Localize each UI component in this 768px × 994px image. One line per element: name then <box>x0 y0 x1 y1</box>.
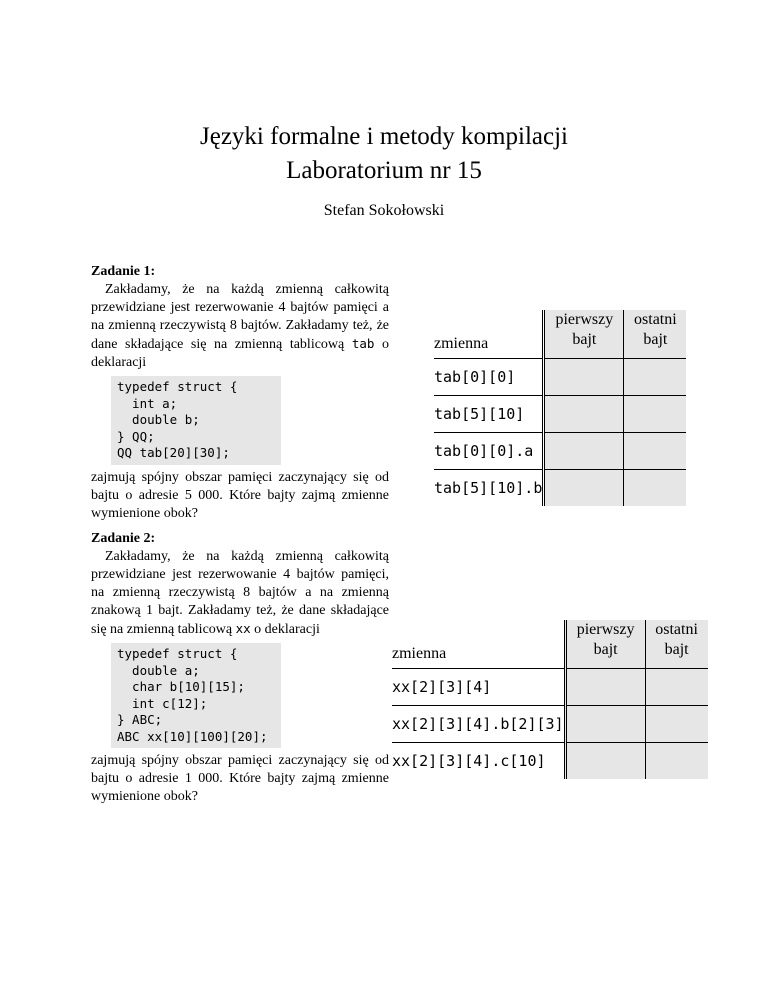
table-2 <box>392 620 708 779</box>
task-1-heading: Zadanie 1: <box>91 264 156 279</box>
task-2-outro: zajmują spójny obszar pamięci zaczynający się od bajtu o adresie 1 000. Które bajty zajmą zmienne wymienione obok? <box>91 753 389 804</box>
table-row <box>434 396 686 433</box>
table-2-header-first: pierwszy bajt <box>565 620 645 669</box>
table-2-first-0[interactable] <box>565 669 645 706</box>
task-1-var: tab <box>351 336 375 351</box>
task-2 <box>91 530 389 806</box>
title-line-1: Języki formalne i metody kompilacji <box>200 123 568 150</box>
table-row <box>434 470 686 507</box>
table-2-first-2[interactable] <box>565 743 645 780</box>
task-1-code: typedef struct { int a; double b; } QQ; QQ tab[20][30]; <box>111 376 281 465</box>
table-1-last-0[interactable] <box>624 359 687 396</box>
table-1-last-2[interactable] <box>624 433 687 470</box>
table-1-var-1: tab[5][10] <box>434 396 544 433</box>
table-2-var-1: xx[2][3][4].b[2][3] <box>392 706 565 743</box>
table-row <box>392 669 708 706</box>
table-1-last-3[interactable] <box>624 470 687 507</box>
table-1-last-1[interactable] <box>624 396 687 433</box>
table-1-first-2[interactable] <box>544 433 624 470</box>
author: Stefan Sokołowski <box>323 202 445 219</box>
table-2-var-0: xx[2][3][4] <box>392 669 565 706</box>
task-1 <box>91 263 389 523</box>
table-row <box>392 706 708 743</box>
table-2-last-1[interactable] <box>645 706 708 743</box>
table-1-var-0: tab[0][0] <box>434 359 544 396</box>
task-1-intro: Zakładamy, że na każdą zmienną całkowitą przewidziane jest rezerwowanie 4 bajtów pamięci a na zmienną rzeczywistą 8 bajtów. Zakładamy też, że dane składające się na zmienną tablicową tab o deklaracji <box>91 282 390 370</box>
table-1-first-3[interactable] <box>544 470 624 507</box>
table-1-first-1[interactable] <box>544 396 624 433</box>
table-1-header-last: ostatni bajt <box>624 310 687 359</box>
table-1 <box>434 310 686 506</box>
table-1-header-var: zmienna <box>434 310 544 359</box>
table-2-last-0[interactable] <box>645 669 708 706</box>
table-2-header-var: zmienna <box>392 620 565 669</box>
table-2-header-last: ostatni bajt <box>645 620 708 669</box>
table-row <box>434 359 686 396</box>
task-2-heading: Zadanie 2: <box>91 531 156 546</box>
table-row <box>392 743 708 780</box>
table-row <box>434 433 686 470</box>
task-1-outro: zajmują spójny obszar pamięci zaczynający się od bajtu o adresie 5 000. Które bajty zajmą zmienne wymienione obok? <box>91 469 389 521</box>
task-2-code: typedef struct { double a; char b[10][15]; int c[12]; } ABC; ABC xx[10][100][20]; <box>111 643 281 748</box>
table-1-first-0[interactable] <box>544 359 624 396</box>
table-2-var-2: xx[2][3][4].c[10] <box>392 743 565 780</box>
task-2-var: xx <box>235 621 251 636</box>
title-line-2: Laboratorium nr 15 <box>286 157 482 184</box>
table-2-first-1[interactable] <box>565 706 645 743</box>
document-title <box>0 120 768 188</box>
table-1-var-2: tab[0][0].a <box>434 433 544 470</box>
task-2-intro: Zakładamy, że na każdą zmienną całkowitą przewidziane jest rezerwowanie 4 bajtów pamięci, na zmienną rzeczywistą 8 bajtów a na zmienną znakową 1 bajt. Zakładamy też, że dane składające się na zmienną tablicową xx o deklaracji <box>91 549 389 637</box>
table-1-var-3: tab[5][10].b <box>434 470 544 507</box>
table-2-last-2[interactable] <box>645 743 708 780</box>
table-1-header-first: pierwszy bajt <box>544 310 624 359</box>
